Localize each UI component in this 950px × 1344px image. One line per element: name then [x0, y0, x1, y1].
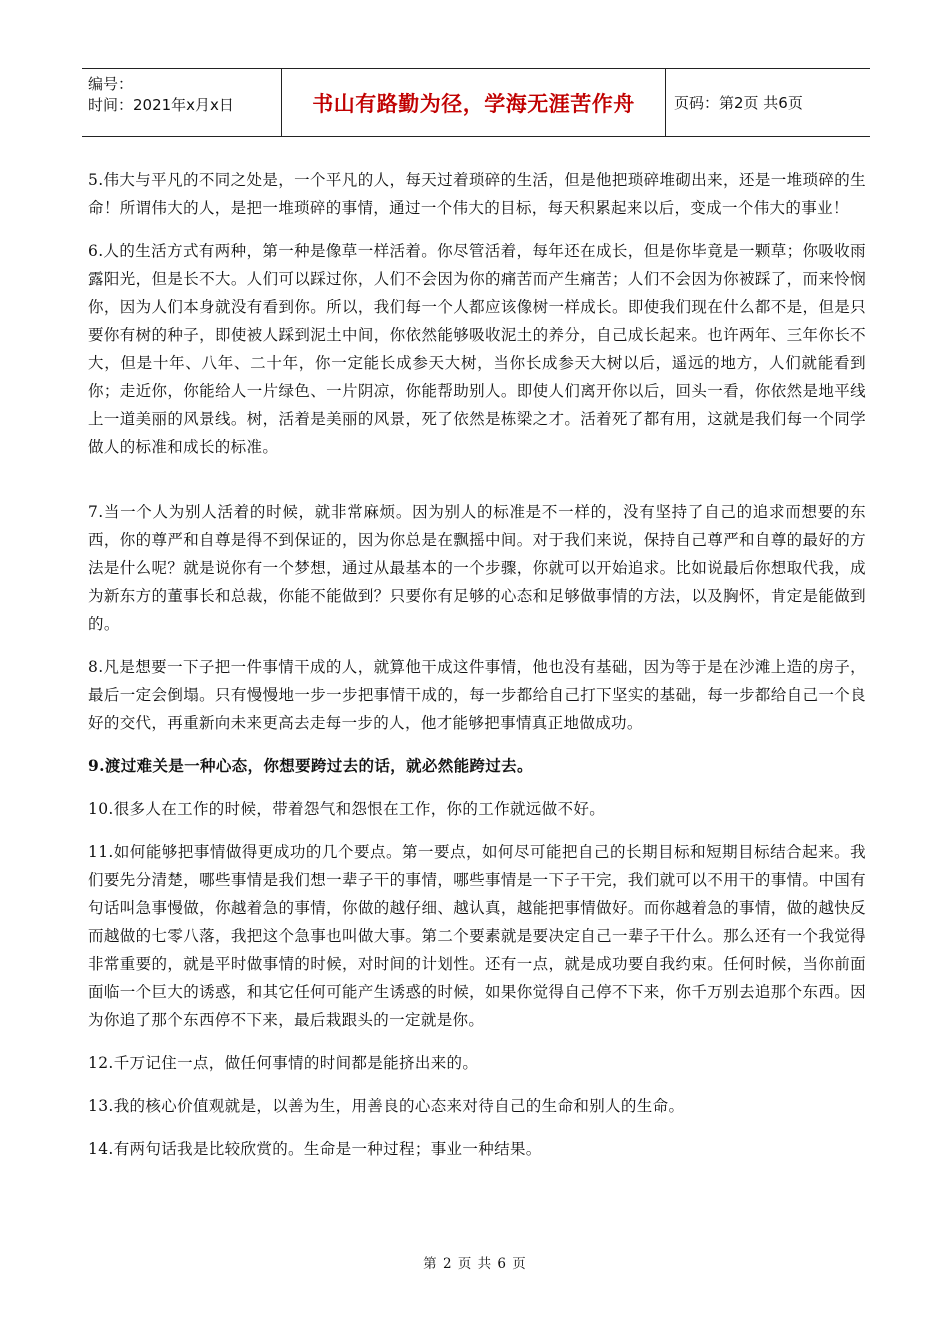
document-body — [88, 166, 866, 1178]
paragraph-11: 11.如何能够把事情做得更成功的几个要点。第一要点，如何尽可能把自己的长期目标和短期目标结合起来。我们要先分清楚，哪些事情是我们想一辈子干的事情，哪些事情是一下子干完，我们就可以不用干的事情。中国有句话叫急事慢做，你越着急的事情，你做的越仔细、越认真，越能把事情做好。而你越着急的事情，做的越快反而越做的七零八落，我把这个急事也叫做大事。第二个要素就是要决定自己一辈子干什么。那么还有一个我觉得非常重要的，就是平时做事情的时候，对时间的计划性。还有一点，就是成功要自我约束。任何时候，当你前面面临一个巨大的诱惑，和其它任何可能产生诱惑的时候，如果你觉得自己停不下来，你千万别去追那个东西。因为你追了那个东西停不下来，最后栽跟头的一定就是你。 — [88, 843, 866, 1029]
paragraph-14: 14.有两句话我是比较欣赏的。生命是一种过程；事业一种结果。 — [88, 1140, 542, 1158]
paragraph-13: 13.我的核心价值观就是，以善为生，用善良的心态来对待自己的生命和别人的生命。 — [88, 1097, 685, 1115]
document-date: 时间：2021年x月x日 — [88, 96, 234, 114]
header-motto: 书山有路勤为径，学海无涯苦作舟 — [282, 69, 666, 136]
paragraph-10: 10.很多人在工作的时候，带着怨气和怨恨在工作，你的工作就远做不好。 — [88, 800, 606, 818]
document-number-label: 编号： — [88, 75, 134, 93]
paragraph-9-bold: 9.渡过难关是一种心态，你想要跨过去的话，就必然能跨过去。 — [88, 756, 533, 775]
header-meta — [82, 69, 282, 136]
header-page-code: 页码：第2页 共6页 — [674, 94, 803, 112]
paragraph-12: 12.千万记住一点，做任何事情的时间都是能挤出来的。 — [88, 1054, 479, 1072]
paragraph-5: 5.伟大与平凡的不同之处是，一个平凡的人，每天过着琐碎的生活，但是他把琐碎堆砌出来，还是一堆琐碎的生命！所谓伟大的人，是把一堆琐碎的事情，通过一个伟大的目标，每天积累起来以后，变成一个伟大的事业！ — [88, 171, 866, 217]
paragraph-7: 7.当一个人为别人活着的时候，就非常麻烦。因为别人的标准是不一样的，没有坚持了自己的追求而想要的东西，你的尊严和自尊是得不到保证的，因为你总是在飘摇中间。对于我们来说，保持自己尊严和自尊的最好的方法是什么呢？就是说你有一个梦想，通过从最基本的一个步骤，你就可以开始追求。比如说最后你想取代我，成为新东方的董事长和总裁，你能不能做到？只要你有足够的心态和足够做事情的方法，以及胸怀，肯定是能做到的。 — [88, 503, 866, 633]
paragraph-8: 8.凡是想要一下子把一件事情干成的人，就算他干成这件事情，他也没有基础，因为等于是在沙滩上造的房子，最后一定会倒塌。只有慢慢地一步一步把事情干成的，每一步都给自己打下坚实的基础，每一步都给自己一个良好的交代，再重新向未来更高去走每一步的人，他才能够把事情真正地做成功。 — [88, 658, 866, 732]
page-header — [82, 68, 870, 137]
page-footer: 第 2 页 共 6 页 — [423, 1256, 527, 1272]
paragraph-6: 6.人的生活方式有两种，第一种是像草一样活着。你尽管活着，每年还在成长，但是你毕竟是一颗草；你吸收雨露阳光，但是长不大。人们可以踩过你，人们不会因为你的痛苦而产生痛苦；人们不会因为你被踩了，而来怜悯你，因为人们本身就没有看到你。所以，我们每一个人都应该像树一样成长。即使我们现在什么都不是，但是只要你有树的种子，即使被人踩到泥土中间，你依然能够吸收泥土的养分，自己成长起来。也许两年、三年你长不大，但是十年、八年、二十年，你一定能长成参天大树，当你长成参天大树以后，遥远的地方，人们就能看到你；走近你，你能给人一片绿色、一片阴凉，你能帮助别人。即使人们离开你以后，回头一看，你依然是地平线上一道美丽的风景线。树，活着是美丽的风景，死了依然是栋梁之才。活着死了都有用，这就是我们每一个同学做人的标准和成长的标准。 — [88, 242, 866, 456]
